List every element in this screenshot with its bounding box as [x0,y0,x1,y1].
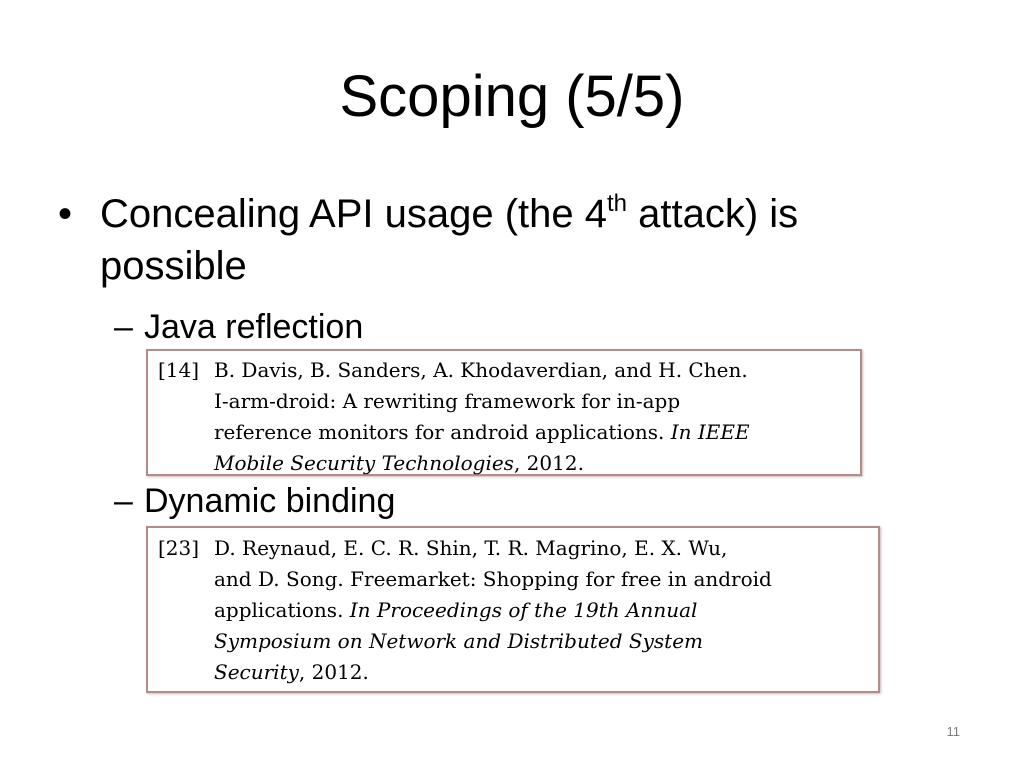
sub-bullet-dash: – [114,308,133,346]
reference-line: and D. Song. Freemarket: Shopping for free in android [214,567,772,591]
reference-line [214,448,852,479]
reference-box-14 [146,349,862,476]
sub-bullet-java-reflection [114,307,363,347]
reference-venue: In IEEE [670,420,750,444]
reference-venue: Security [214,660,299,684]
reference-line: I-arm-droid: A rewriting framework for in-app [214,389,681,413]
reference-venue: Mobile Security Technologies [214,451,514,475]
main-bullet-text [100,188,938,292]
reference-line [214,595,870,626]
reference-line [214,657,870,688]
main-bullet-text-end: attack) is possible [100,192,799,288]
reference-venue: Symposium on Network and Distributed System [214,629,703,653]
sub-bullet-dash: – [114,482,133,520]
slide-title: Scoping (5/5) [339,64,685,129]
reference-text [214,533,870,688]
reference-box-23 [146,526,880,693]
reference-year: , 2012. [298,660,369,684]
sub-bullet-label: Dynamic binding [144,482,396,520]
sub-bullet-label: Java reflection [144,308,364,346]
page-number: 11 [946,724,960,739]
reference-line [214,626,870,657]
sub-bullet-dynamic-binding [114,481,395,521]
reference-year: , 2012. [513,451,584,475]
main-bullet [58,188,938,292]
reference-venue: In Proceedings of the 19th Annual [349,598,698,622]
bullet-marker: • [58,192,73,236]
reference-line [214,417,852,448]
reference-line-roman: applications. [214,598,350,622]
main-bullet-text-start: Concealing API usage (the 4 [100,192,608,236]
reference-line-roman: reference monitors for android applications. [214,420,671,444]
reference-text [214,355,852,479]
reference-key: [23] [158,536,200,560]
reference-line: B. Davis, B. Sanders, A. Khodaverdian, and H. Chen. [214,358,748,382]
reference-key: [14] [158,358,200,382]
ordinal-superscript: th [607,190,628,217]
reference-line: D. Reynaud, E. C. R. Shin, T. R. Magrino, E. X. Wu, [214,536,728,560]
